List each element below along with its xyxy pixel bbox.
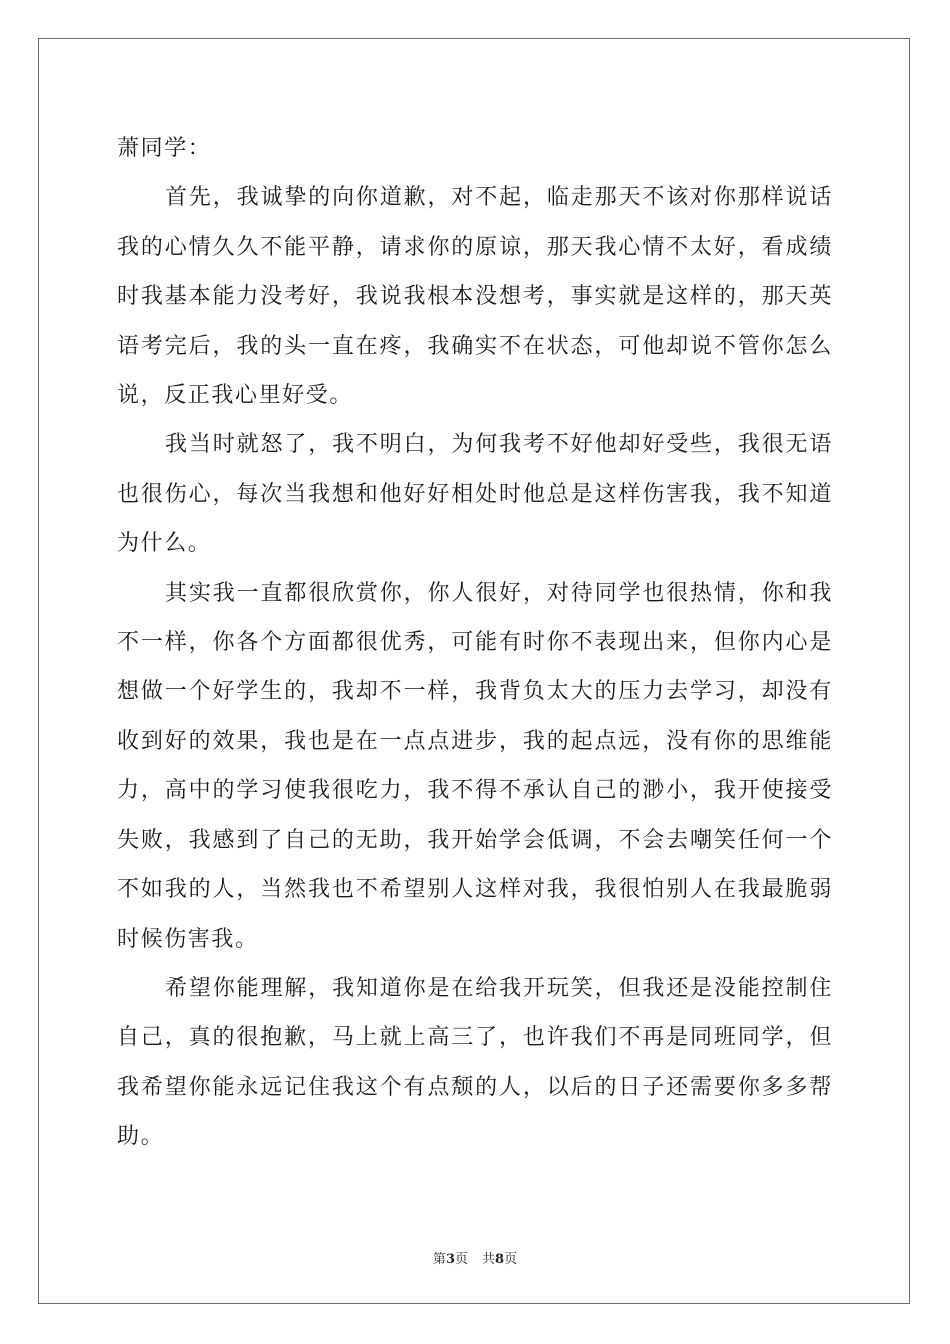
salutation: 萧同学： bbox=[117, 136, 212, 161]
total-prefix: 共 bbox=[482, 1252, 496, 1267]
paragraph-1: 首先，我诚挚的向你道歉，对不起，临走那天不该对你那样说话我的心情久久不能平静，请求你的原谅，那天我心情不太好，看成绩时我基本能力没考好，我说我根本没想考，事实就是这样的，那天英语考完后，我的头一直在疼，我确实不在状态，可他却说不管你怎么说，反正我心里好受。 bbox=[117, 185, 833, 409]
paragraph-3: 其实我一直都很欣赏你，你人很好，对待同学也很热情，你和我不一样，你各个方面都很优秀，可能有时你不表现出来，但你内心是想做一个好学生的，我却不一样，我背负太大的压力去学习，却没有收到好的效果，我也是在一点点进步，我的起点远，没有你的思维能力，高中的学习使我很吃力，我不得不承认自己的渺小，我开使接受失败，我感到了自己的无助，我开始学会低调，不会去嘲笑任何一个不如我的人，当然我也不希望别人这样对我，我很怕别人在我最脆弱时候伤害我。 bbox=[117, 580, 833, 952]
paragraph-2: 我当时就怒了，我不明白，为何我考不好他却好受些，我很无语也很伤心，每次当我想和他好好相处时他总是这样伤害我，我不知道为什么。 bbox=[117, 432, 833, 557]
page-footer bbox=[0, 1248, 950, 1267]
letter-body bbox=[117, 124, 833, 1162]
paragraph-4: 希望你能理解，我知道你是在给我开玩笑，但我还是没能控制住自己，真的很抱歉，马上就上高三了，也许我们不再是同班同学，但我希望你能永远记住我这个有点颓的人，以后的日子还需要你多多帮助。 bbox=[117, 975, 833, 1150]
total-unit: 页 bbox=[504, 1252, 518, 1267]
page-prefix: 第 bbox=[432, 1252, 446, 1267]
total-page-count: 8 bbox=[495, 1252, 505, 1267]
page-unit: 页 bbox=[454, 1252, 468, 1267]
current-page-number: 3 bbox=[445, 1252, 455, 1267]
